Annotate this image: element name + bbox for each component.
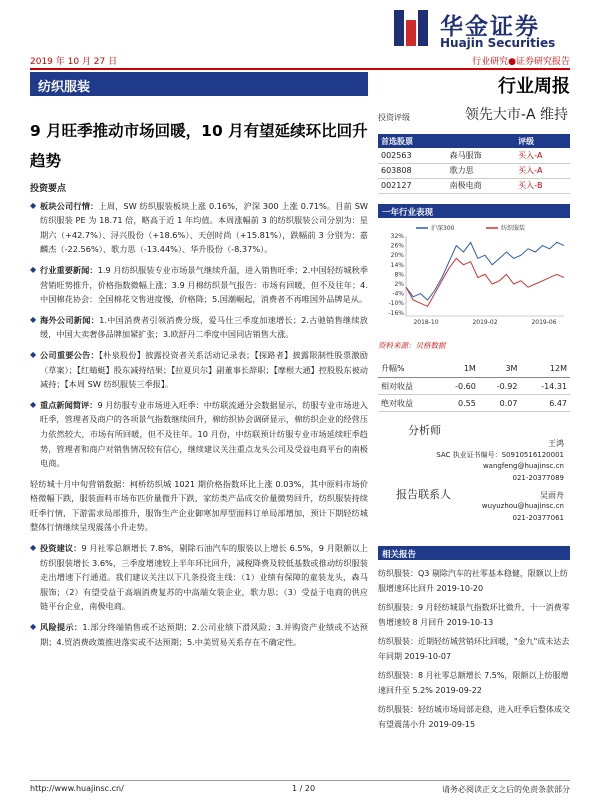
chart-svg: [378, 222, 570, 334]
legend-label: 沪深300: [431, 224, 455, 232]
performance-heading: 一年行业表现: [378, 204, 570, 218]
report-category: 行业研究●证券研究报告: [472, 57, 570, 67]
point-heading: 风险提示：: [40, 622, 83, 633]
key-point: [30, 348, 368, 392]
table-header: 1M: [437, 361, 479, 378]
table-row: [378, 378, 570, 395]
diamond-bullet-icon: ◆: [30, 399, 37, 409]
table-row: [378, 148, 570, 163]
table-cell: 6.47: [520, 395, 570, 412]
point-text: 9 月社零总额增长 7.8%，剔除石油汽车的服装以上增长 6.5%，9 月限额以上纺织服装增长 3.6%，三季度增速较上半年环比回升，减税降费及较低基数或推动纺织服装走出增速下行通道。我们建议关注以下几条投资主线：（1）业绩有保障的童装龙头，森马服饰；（2）有望受益于高端消费复苏的中高端女装企业，歌力思；（3）受益于电商的供应链平台企业，南极电商。: [40, 543, 368, 612]
diamond-bullet-icon: ◆: [30, 200, 37, 210]
diamond-bullet-icon: ◆: [30, 622, 37, 632]
table-header: [447, 134, 516, 148]
contact-phone: 021-20377061: [512, 514, 564, 522]
top-picks-table: [378, 134, 570, 194]
analyst-email[interactable]: wangfeng@huajinsc.cn: [482, 462, 564, 470]
table-row: [378, 163, 570, 178]
y-tick-label: 14%: [390, 261, 404, 269]
related-report-link[interactable]: 纺织服装：9 月轻纺城景气指数环比微升，十一消费零售增速较 8 月回升 2019-10-13: [378, 603, 570, 627]
table-cell: -0.92: [479, 378, 521, 395]
logo-chinese-name: 华金证券: [440, 14, 540, 40]
footer-url[interactable]: http://www.huajinsc.cn/: [30, 784, 124, 793]
contact-email[interactable]: wuyuzhou@huajinsc.cn: [481, 502, 564, 510]
table-header: 3M: [479, 361, 521, 378]
y-tick-label: 32%: [390, 232, 404, 240]
analyst-phone: 021-20377089: [512, 474, 564, 482]
table-cell: 0.55: [437, 395, 479, 412]
performance-chart: [378, 222, 570, 334]
point-text: 1.9 月纺织服装专业市场景气继续升温，进入销售旺季；2.中国轻纺城秋季营销旺势推升，价格指数微幅上涨；3.9 月棉纺织景气报告：市场有回暖，但不及往年；4.中国棉花协会：全国棉花交售进度慢，价格降；5.国潮崛起，消费者不再唯国外品牌是从。: [40, 264, 368, 305]
key-point: [30, 313, 368, 342]
key-point: [30, 541, 368, 614]
table-row: [378, 395, 570, 412]
footer-divider: [30, 780, 570, 781]
related-reports-list: [378, 566, 570, 732]
related-report-link[interactable]: 纺织服装：轻纺城市场局部走稳，进入旺季后整体成交有望震荡小升 2019-09-15: [378, 705, 570, 729]
point-heading: 行业重要新闻：: [40, 264, 98, 275]
table-cell: -14.31: [520, 378, 570, 395]
table-cell: -0.60: [437, 378, 479, 395]
point-heading: 海外公司新闻：: [40, 314, 100, 325]
stock-rating: 买入-A: [515, 163, 570, 178]
industry-banner: 纺织服装: [30, 72, 368, 96]
table-row: [378, 361, 570, 378]
y-tick-label: -4%: [392, 290, 404, 298]
table-cell: 绝对收益: [378, 395, 437, 412]
stock-code: 002563: [378, 148, 447, 163]
diamond-bullet-icon: ◆: [30, 543, 37, 553]
point-heading: 板块公司行情：: [40, 200, 99, 211]
diamond-bullet-icon: ◆: [30, 314, 37, 324]
analyst-block: [378, 422, 570, 546]
point-heading: 投资建议：: [40, 543, 82, 554]
logo-english-name: Huajin Securities: [440, 36, 556, 50]
main-content: [30, 182, 368, 655]
analyst-label: 分析师: [408, 424, 441, 437]
page-footer: [30, 784, 570, 796]
table-header: 首选股票: [378, 134, 447, 148]
report-title: 9 月旺季推动市场回暖，10 月有望延续环比回升趋势: [30, 122, 368, 170]
table-header: 12M: [520, 361, 570, 378]
series-line: [406, 242, 564, 300]
company-logo: [392, 8, 592, 52]
contact-label: 报告联系人: [396, 488, 451, 501]
table-header: 升幅%: [378, 361, 437, 378]
stock-name: 歌力思: [447, 163, 516, 178]
table-cell: 0.07: [479, 395, 521, 412]
diamond-bullet-icon: ◆: [30, 264, 37, 274]
analyst-cert: SAC 执业证书编号：S0910516120001: [436, 451, 564, 459]
footer-disclaimer: 请务必阅读正文之后的免责条款部分: [442, 785, 570, 794]
y-tick-label: -10%: [388, 299, 404, 307]
table-header: 评级: [515, 134, 570, 148]
point-text: 1.部分终端销售或不达预期；2.公司业绩下滑风险；3.并购资产业绩或不达预期；4.贸消费政策推进落实或不达预期；5.中美贸易关系存在不确定性。: [40, 622, 368, 647]
stock-name: 森马服饰: [447, 148, 516, 163]
point-text: 【朴泉股份】披露投资者关系活动记录表；【探路者】披露限制性股票激励（草案）；【红蜻蜓】股东减持结果；【拉夏贝尔】副董事长辞职；【摩根大通】控股股东被动减持；【本周 SW 纺织服装三季报】。: [40, 349, 368, 390]
table-row: [378, 178, 570, 193]
huajin-logo-icon: [392, 8, 432, 48]
point-text: 上周，SW 纺织服装板块上涨 0.16%，沪深 300 上涨 0.71%。目前 SW 纺织服装 PE 为 18.71 倍，略高于近 1 年均值。本周涨幅前 3 的纺织服装公司分别为：星期六（+42.7%）、浔兴股份（+18.6%）、天创时尚（+15.81%），跌幅前 3 分别为：嘉麟杰（-22.56%）、歌力思（-13.44%）、华升股份（-8.37%）。: [40, 200, 368, 255]
y-tick-label: 20%: [390, 251, 404, 259]
key-point: [30, 620, 368, 649]
stock-code: 002127: [378, 178, 447, 193]
page-number: 1 / 20: [292, 784, 316, 793]
key-point: [30, 199, 368, 257]
diamond-bullet-icon: ◆: [30, 349, 37, 359]
x-tick-label: 2018-10: [413, 318, 439, 326]
series-line: [406, 258, 564, 306]
stock-rating: 买入-B: [515, 178, 570, 193]
report-date: 2019 年 10 月 27 日: [30, 57, 118, 67]
legend-label: 纺织服装: [501, 224, 526, 232]
x-tick-label: 2019-06: [531, 318, 557, 326]
stock-code: 603808: [378, 163, 447, 178]
sidebar: [378, 100, 570, 736]
related-report-link[interactable]: 纺织服装：Q3 剔除汽车的社零基本稳健，限额以上纺服增速环比回升 2019-10-20: [378, 569, 568, 593]
related-reports-heading: 相关报告: [378, 546, 570, 560]
report-type: 行业周报: [498, 76, 570, 97]
y-tick-label: 8%: [394, 270, 404, 278]
analyst-name: 王鸿: [548, 439, 564, 448]
y-tick-label: -16%: [388, 309, 404, 317]
header-divider: [30, 68, 570, 70]
paragraph: 轻纺城十月中旬营销数据：柯桥纺织城 1021 期价格指数环比上涨 0.03%，其中原料市场价格微幅下跌，服装面料市场布匹价量微升下跌，家纺类产品成交价量微势回升，纺织服装持续旺季行情，下游需求局部推升，服饰生产企业御寒加厚型面料订单局部增加，预计下期轻纺城整体行情继续呈现震荡小升走势。: [30, 478, 368, 533]
contact-name: 吴雨舟: [540, 491, 564, 500]
section-heading: 投资要点: [30, 184, 67, 194]
related-report-link[interactable]: 纺织服装：8 月社零总额增长 7.5%，限额以上纺服增速回升至 5.2% 2019-09-22: [378, 671, 569, 695]
stock-rating: 买入-A: [515, 148, 570, 163]
stock-name: 南极电商: [447, 178, 516, 193]
x-tick-label: 2019-02: [472, 318, 498, 326]
table-cell: 相对收益: [378, 378, 437, 395]
key-point: [30, 398, 368, 471]
y-tick-label: 26%: [390, 242, 404, 250]
y-tick-label: 2%: [394, 280, 404, 288]
key-point: [30, 263, 368, 307]
point-heading: 重点新闻简评：: [40, 399, 98, 410]
rating-value: 领先大市-A 维持: [464, 107, 568, 123]
performance-table: [378, 361, 570, 413]
rating-label: 投资评级: [378, 113, 410, 122]
point-text: 1.中国消费者引领消费分级，爱马仕三季度加速增长；2.古驰销售继续放缓，中国大卖奢侈品牌加紧扩张；3.欧舒丹二季度中国同店销售大涨。: [40, 314, 368, 340]
point-text: 9 月纺服专业市场进入旺季：中纺联流通分会数据显示，纺服专业市场进入旺季，管理者及商户的各项景气指数继续回升，棉纺织协会调研显示，棉纺织企业的经营压力依然较大，市场有所回暖，但不及往年。10 月份，中纺联预计纺服专业市场延续旺季趋势，管理者和商户对销售情况较有信心，继续建议关注重点龙头公司及受益电商平台的南极电商。: [40, 399, 368, 469]
chart-source: 资料来源：贝格数据: [378, 340, 446, 350]
related-report-link[interactable]: 纺织服装：近期轻纺城营销环比回暖，"金九"成未达去年同期 2019-10-07: [378, 637, 570, 661]
point-heading: 公司重要公告：: [40, 349, 99, 360]
